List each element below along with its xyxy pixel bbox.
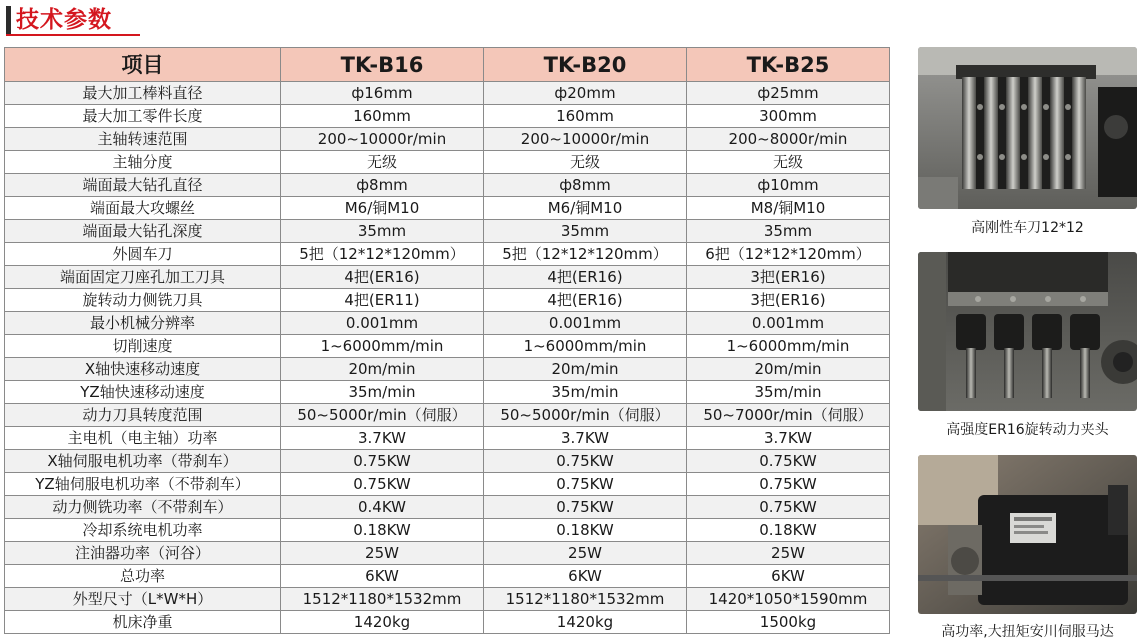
value-tk-b25: 3.7KW <box>687 427 890 450</box>
value-tk-b20: 0.75KW <box>484 450 687 473</box>
row-label: 主轴分度 <box>5 151 281 174</box>
row-label: 切削速度 <box>5 335 281 358</box>
value-tk-b16: 35m/min <box>281 381 484 404</box>
value-tk-b20: 25W <box>484 542 687 565</box>
value-tk-b16: 1420kg <box>281 611 484 634</box>
value-tk-b25: 0.18KW <box>687 519 890 542</box>
table-row <box>5 335 890 358</box>
value-tk-b16: 5把（12*12*120mm） <box>281 243 484 266</box>
table-row <box>5 82 890 105</box>
row-label: YZ轴伺服电机功率（不带刹车） <box>5 473 281 496</box>
row-label: 冷却系统电机功率 <box>5 519 281 542</box>
table-row <box>5 427 890 450</box>
value-tk-b20: 0.18KW <box>484 519 687 542</box>
value-tk-b25: M8/铜M10 <box>687 197 890 220</box>
table-row <box>5 197 890 220</box>
row-label: 端面最大钻孔直径 <box>5 174 281 197</box>
row-label: 端面最大攻螺丝 <box>5 197 281 220</box>
value-tk-b25: 1420*1050*1590mm <box>687 588 890 611</box>
table-row <box>5 565 890 588</box>
value-tk-b25: 6把（12*12*120mm） <box>687 243 890 266</box>
value-tk-b20: 35m/min <box>484 381 687 404</box>
row-label: 主轴转速范围 <box>5 128 281 151</box>
table-row <box>5 358 890 381</box>
value-tk-b20: 1~6000mm/min <box>484 335 687 358</box>
photo-caption-turning-tools: 高刚性车刀12*12 <box>971 220 1084 236</box>
column-header-tk-b25: TK-B25 <box>687 48 890 82</box>
value-tk-b16: 0.4KW <box>281 496 484 519</box>
value-tk-b16: 35mm <box>281 220 484 243</box>
value-tk-b16: 160mm <box>281 105 484 128</box>
value-tk-b20: 4把(ER16) <box>484 266 687 289</box>
value-tk-b20: M6/铜M10 <box>484 197 687 220</box>
value-tk-b25: 50~7000r/min（伺服） <box>687 404 890 427</box>
value-tk-b25: 35mm <box>687 220 890 243</box>
row-label: 旋转动力侧铣刀具 <box>5 289 281 312</box>
table-row <box>5 542 890 565</box>
value-tk-b25: 6KW <box>687 565 890 588</box>
value-tk-b20: 0.75KW <box>484 473 687 496</box>
value-tk-b16: 50~5000r/min（伺服） <box>281 404 484 427</box>
value-tk-b16: 6KW <box>281 565 484 588</box>
row-label: 端面最大钻孔深度 <box>5 220 281 243</box>
table-row <box>5 174 890 197</box>
value-tk-b16: ф8mm <box>281 174 484 197</box>
value-tk-b16: 1~6000mm/min <box>281 335 484 358</box>
value-tk-b25: 0.75KW <box>687 473 890 496</box>
table-row <box>5 151 890 174</box>
row-label: 外圆车刀 <box>5 243 281 266</box>
photo-servo-motor <box>918 455 1137 614</box>
table-row <box>5 450 890 473</box>
table-row <box>5 519 890 542</box>
value-tk-b25: 300mm <box>687 105 890 128</box>
value-tk-b20: 0.001mm <box>484 312 687 335</box>
value-tk-b16: 0.18KW <box>281 519 484 542</box>
value-tk-b16: 4把(ER11) <box>281 289 484 312</box>
table-header-row <box>5 48 890 82</box>
row-label: 机床净重 <box>5 611 281 634</box>
table-row <box>5 312 890 335</box>
value-tk-b16: 0.001mm <box>281 312 484 335</box>
row-label: X轴快速移动速度 <box>5 358 281 381</box>
photo-er16-collets <box>918 252 1137 411</box>
value-tk-b25: 无级 <box>687 151 890 174</box>
value-tk-b25: 0.001mm <box>687 312 890 335</box>
row-label: X轴伺服电机功率（带刹车） <box>5 450 281 473</box>
value-tk-b16: 1512*1180*1532mm <box>281 588 484 611</box>
table-body <box>5 82 890 634</box>
row-label: 最小机械分辨率 <box>5 312 281 335</box>
row-label: 主电机（电主轴）功率 <box>5 427 281 450</box>
value-tk-b25: 25W <box>687 542 890 565</box>
value-tk-b25: 3把(ER16) <box>687 266 890 289</box>
value-tk-b16: 4把(ER16) <box>281 266 484 289</box>
value-tk-b20: ф8mm <box>484 174 687 197</box>
value-tk-b20: 200~10000r/min <box>484 128 687 151</box>
table-row <box>5 611 890 634</box>
value-tk-b16: 20m/min <box>281 358 484 381</box>
value-tk-b16: 0.75KW <box>281 450 484 473</box>
value-tk-b25: 1~6000mm/min <box>687 335 890 358</box>
value-tk-b20: ф20mm <box>484 82 687 105</box>
row-label: 端面固定刀座孔加工刀具 <box>5 266 281 289</box>
row-label: 最大加工棒料直径 <box>5 82 281 105</box>
row-label: 外型尺寸（L*W*H） <box>5 588 281 611</box>
turning-tools-image <box>918 47 1137 209</box>
column-header-tk-b16: TK-B16 <box>281 48 484 82</box>
photo-caption-servo-motor: 高功率,大扭矩安川伺服马达 <box>941 624 1114 640</box>
column-header-item: 项目 <box>5 48 281 82</box>
value-tk-b16: 无级 <box>281 151 484 174</box>
table-row <box>5 105 890 128</box>
row-label: 动力刀具转度范围 <box>5 404 281 427</box>
value-tk-b16: ф16mm <box>281 82 484 105</box>
table-row <box>5 381 890 404</box>
header-accent-bar <box>6 6 11 34</box>
value-tk-b25: ф25mm <box>687 82 890 105</box>
value-tk-b20: 5把（12*12*120mm） <box>484 243 687 266</box>
value-tk-b25: 35m/min <box>687 381 890 404</box>
value-tk-b25: 200~8000r/min <box>687 128 890 151</box>
table-row <box>5 128 890 151</box>
photo-turning-tools <box>918 47 1137 209</box>
row-label: 动力侧铣功率（不带刹车） <box>5 496 281 519</box>
value-tk-b20: 无级 <box>484 151 687 174</box>
row-label: YZ轴快速移动速度 <box>5 381 281 404</box>
value-tk-b25: ф10mm <box>687 174 890 197</box>
servo-motor-image <box>918 455 1137 614</box>
value-tk-b20: 35mm <box>484 220 687 243</box>
section-header <box>0 4 142 36</box>
section-title: 技术参数 <box>16 7 112 33</box>
value-tk-b25: 20m/min <box>687 358 890 381</box>
value-tk-b20: 4把(ER16) <box>484 289 687 312</box>
value-tk-b25: 0.75KW <box>687 496 890 519</box>
value-tk-b16: 0.75KW <box>281 473 484 496</box>
collet-image <box>918 252 1137 411</box>
table-row <box>5 404 890 427</box>
value-tk-b16: 200~10000r/min <box>281 128 484 151</box>
table-row <box>5 220 890 243</box>
column-header-tk-b20: TK-B20 <box>484 48 687 82</box>
value-tk-b20: 3.7KW <box>484 427 687 450</box>
table-row <box>5 243 890 266</box>
row-label: 总功率 <box>5 565 281 588</box>
value-tk-b25: 3把(ER16) <box>687 289 890 312</box>
spec-table <box>4 47 890 634</box>
value-tk-b20: 1420kg <box>484 611 687 634</box>
photo-caption-er16-collets: 高强度ER16旋转动力夹头 <box>946 422 1109 438</box>
value-tk-b20: 0.75KW <box>484 496 687 519</box>
table-row <box>5 289 890 312</box>
row-label: 最大加工零件长度 <box>5 105 281 128</box>
table-row <box>5 473 890 496</box>
table-row <box>5 496 890 519</box>
header-underline <box>6 34 140 36</box>
value-tk-b20: 1512*1180*1532mm <box>484 588 687 611</box>
value-tk-b20: 20m/min <box>484 358 687 381</box>
value-tk-b16: 25W <box>281 542 484 565</box>
value-tk-b20: 160mm <box>484 105 687 128</box>
value-tk-b16: 3.7KW <box>281 427 484 450</box>
value-tk-b20: 50~5000r/min（伺服） <box>484 404 687 427</box>
table-row <box>5 588 890 611</box>
table-row <box>5 266 890 289</box>
value-tk-b25: 0.75KW <box>687 450 890 473</box>
value-tk-b25: 1500kg <box>687 611 890 634</box>
value-tk-b20: 6KW <box>484 565 687 588</box>
value-tk-b16: M6/铜M10 <box>281 197 484 220</box>
row-label: 注油器功率（河谷） <box>5 542 281 565</box>
